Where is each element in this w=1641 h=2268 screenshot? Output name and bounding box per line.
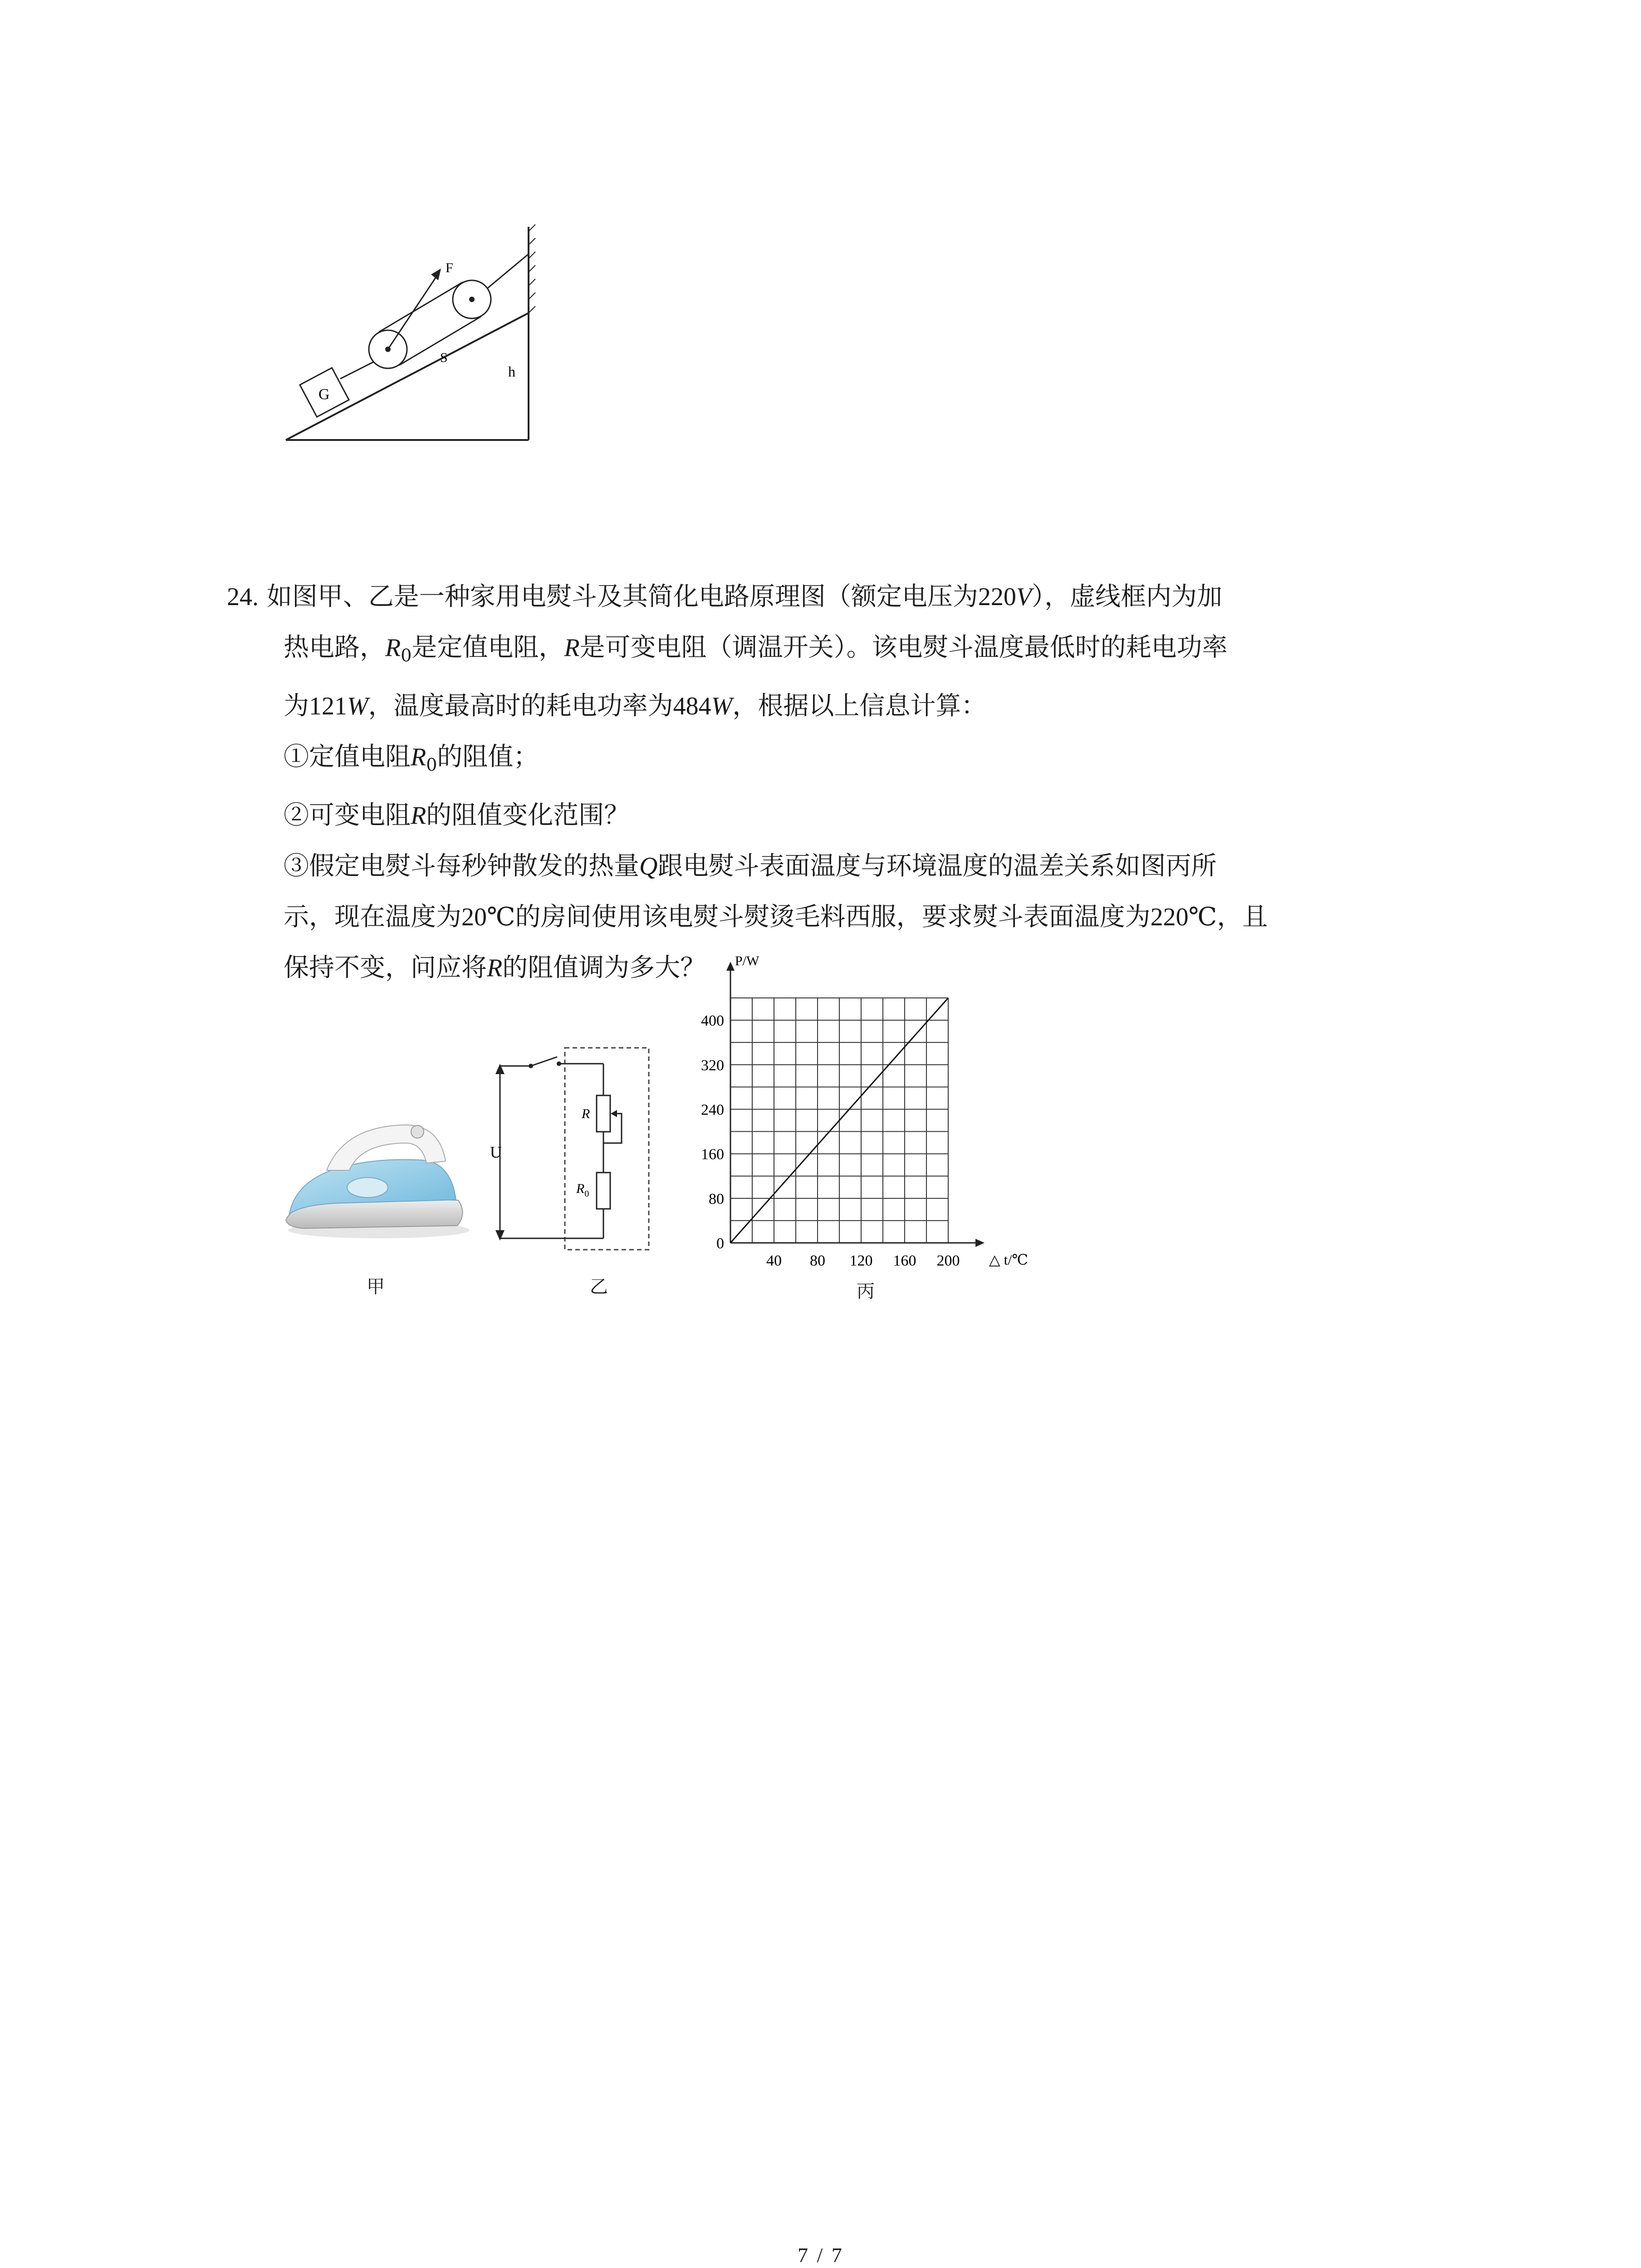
- force-arrow-shaft: [388, 274, 438, 349]
- variable-resistor-label: R: [582, 1106, 590, 1121]
- iron-dial: [347, 1178, 388, 1198]
- x-tick-label: 200: [936, 1252, 960, 1269]
- y-tick-label: 80: [709, 1190, 724, 1207]
- y-axis-arrow: [726, 962, 735, 971]
- weight-label: G: [318, 386, 330, 403]
- resistor-slider-arrow: [611, 1110, 617, 1117]
- sub-question-3-line-1: ③假定电熨斗每秒钟散发的热量Q跟电熨斗表面温度与环境温度的温差关系如图丙所: [284, 851, 1217, 881]
- question-line-1: 24. 如图甲、乙是一种家用电熨斗及其简化电路原理图（额定电压为220V），虚线框内为加: [227, 582, 1223, 611]
- question-body: [284, 622, 1268, 993]
- x-tick-label: 40: [766, 1252, 782, 1269]
- page-number: 7 / 7: [798, 2244, 844, 2267]
- fixed-resistor: [597, 1173, 610, 1209]
- fixed-pulley-axle: [469, 297, 475, 302]
- y-axis-label: P/W: [735, 953, 759, 968]
- slope-length-label: S: [440, 350, 448, 365]
- sub-question-1: ①定值电阻$R_0$的阻值；: [284, 742, 539, 775]
- variable-resistor: [597, 1095, 610, 1132]
- sub-question-3-line-2: 示，现在温度为20℃的房间使用该电熨斗熨烫毛料西服，要求熨斗表面温度为220℃，且: [284, 902, 1268, 932]
- sub-question-2: ②可变电阻R的阻值变化范围？: [284, 801, 630, 831]
- x-axis-arrow: [975, 1239, 985, 1247]
- force-label: F: [446, 260, 453, 275]
- rope-upper: [379, 282, 463, 332]
- sub-question-3-line-3: 保持不变，问应将R的阻值调为多大？: [284, 953, 706, 983]
- wall-hatching: [529, 225, 535, 313]
- caption-yi: 乙: [590, 1276, 608, 1297]
- iron-knob: [411, 1125, 424, 1138]
- y-tick-label: 320: [701, 1057, 724, 1074]
- caption-bing: 丙: [857, 1281, 875, 1302]
- switch-blade: [531, 1057, 557, 1066]
- heating-circuit-box: [565, 1048, 649, 1250]
- voltage-label: U: [490, 1143, 502, 1161]
- question-line-3: 为121W，温度最高时的耗电功率为484W，根据以上信息计算：: [284, 691, 987, 721]
- power-temperature-chart: [681, 953, 1053, 1279]
- circuit-diagram: [481, 1039, 662, 1256]
- question-line-2: 热电路，$R_0$是定值电阻，R是可变电阻（调温开关）。该电熨斗温度最低时的耗电功率: [284, 633, 1228, 666]
- iron-illustration: [277, 1107, 476, 1243]
- x-axis-label: △ t/℃: [989, 1251, 1029, 1268]
- question-number: 24.: [227, 583, 259, 611]
- u-arrow-bottom: [495, 1230, 505, 1241]
- question-24: [227, 572, 1222, 622]
- incline-pulley-figure: [281, 218, 535, 454]
- y-tick-label: 400: [701, 1012, 724, 1030]
- caption-jia: 甲: [367, 1276, 385, 1297]
- x-tick-label: 160: [893, 1252, 916, 1269]
- u-arrow-top: [495, 1064, 505, 1074]
- x-tick-label: 80: [810, 1252, 825, 1269]
- x-tick-label: 120: [849, 1252, 873, 1269]
- y-tick-label: 0: [716, 1235, 724, 1252]
- fixed-resistor-label: $R_0$: [576, 1181, 589, 1199]
- force-arrow-head: [431, 269, 441, 280]
- y-tick-label: 160: [701, 1146, 724, 1163]
- y-tick-label: 240: [701, 1101, 724, 1119]
- height-label: h: [508, 363, 515, 380]
